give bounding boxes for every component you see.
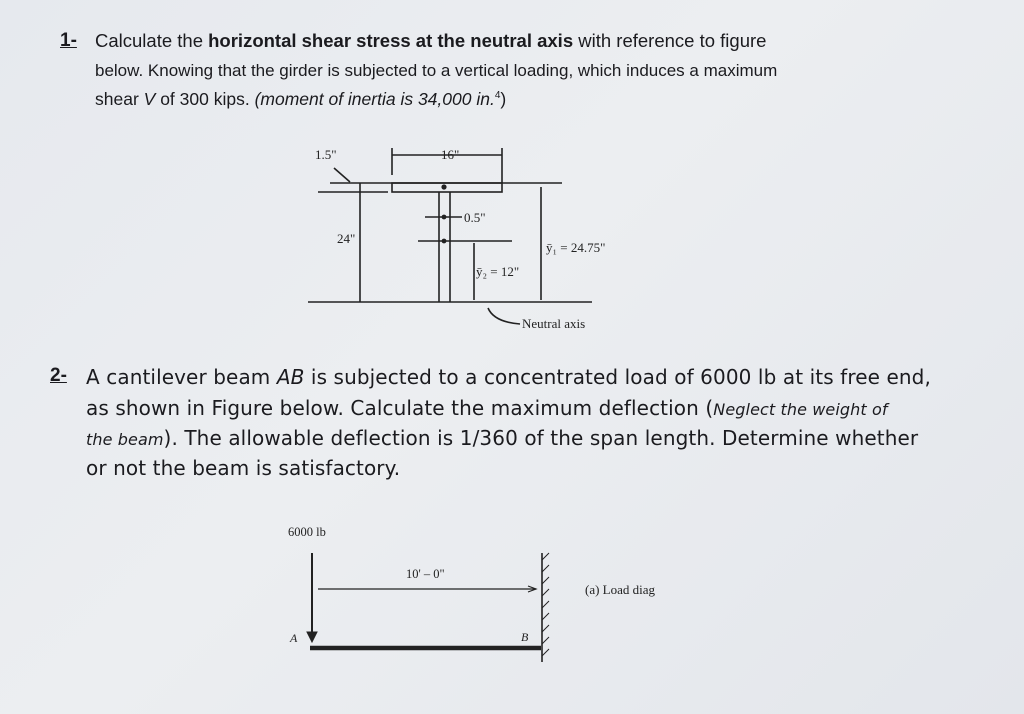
end-b-label: B (521, 630, 529, 644)
flange-thickness-label: 1.5" (315, 147, 337, 162)
problem-1-line-2: below. Knowing that the girder is subjected to a vertical loading, which induces a maximum (95, 61, 778, 80)
end-a-label: A (290, 631, 298, 645)
y1-label: ȳ₁ = 24.75" (546, 240, 606, 255)
load-label: 6000 lb (288, 525, 326, 539)
problem-1-line-3: shear V of 300 kips. (moment of inertia is 34,000 in.$^4$) (95, 89, 507, 109)
problem-1-line-1: Calculate the horizontal shear stress at the neutral axis with reference to figure (95, 30, 767, 51)
problem-2-line-1: A cantilever beam AB is subjected to a concentrated load of 6000 lb at its free end, (86, 365, 931, 389)
neutral-axis-label: Neutral axis (522, 316, 586, 331)
problem-1-bold-phrase: horizontal shear stress at the neutral axis (208, 30, 574, 51)
wall-hatching (542, 553, 549, 656)
web-thickness-label: 0.5" (464, 210, 486, 225)
load-diagram-caption: (a) Load diag (585, 582, 656, 597)
depth-label: 24" (337, 231, 356, 246)
span-label: 10' – 0" (406, 567, 445, 581)
problem-2-line-2: as shown in Figure below. Calculate the maximum deflection (Neglect the weight of (86, 396, 888, 420)
load-arrowhead (307, 632, 317, 642)
flange-width-label: 16" (441, 147, 460, 162)
problem-1-number: 1- (60, 30, 77, 51)
problem-2-line-4: or not the beam is satisfactory. (86, 456, 401, 480)
problem-2-line-3: the beam). The allowable deflection is 1/360 of the span length. Determine whether (86, 426, 919, 450)
problem-2-number: 2- (50, 365, 67, 386)
y2-label: ȳ₂ = 12" (476, 264, 520, 279)
